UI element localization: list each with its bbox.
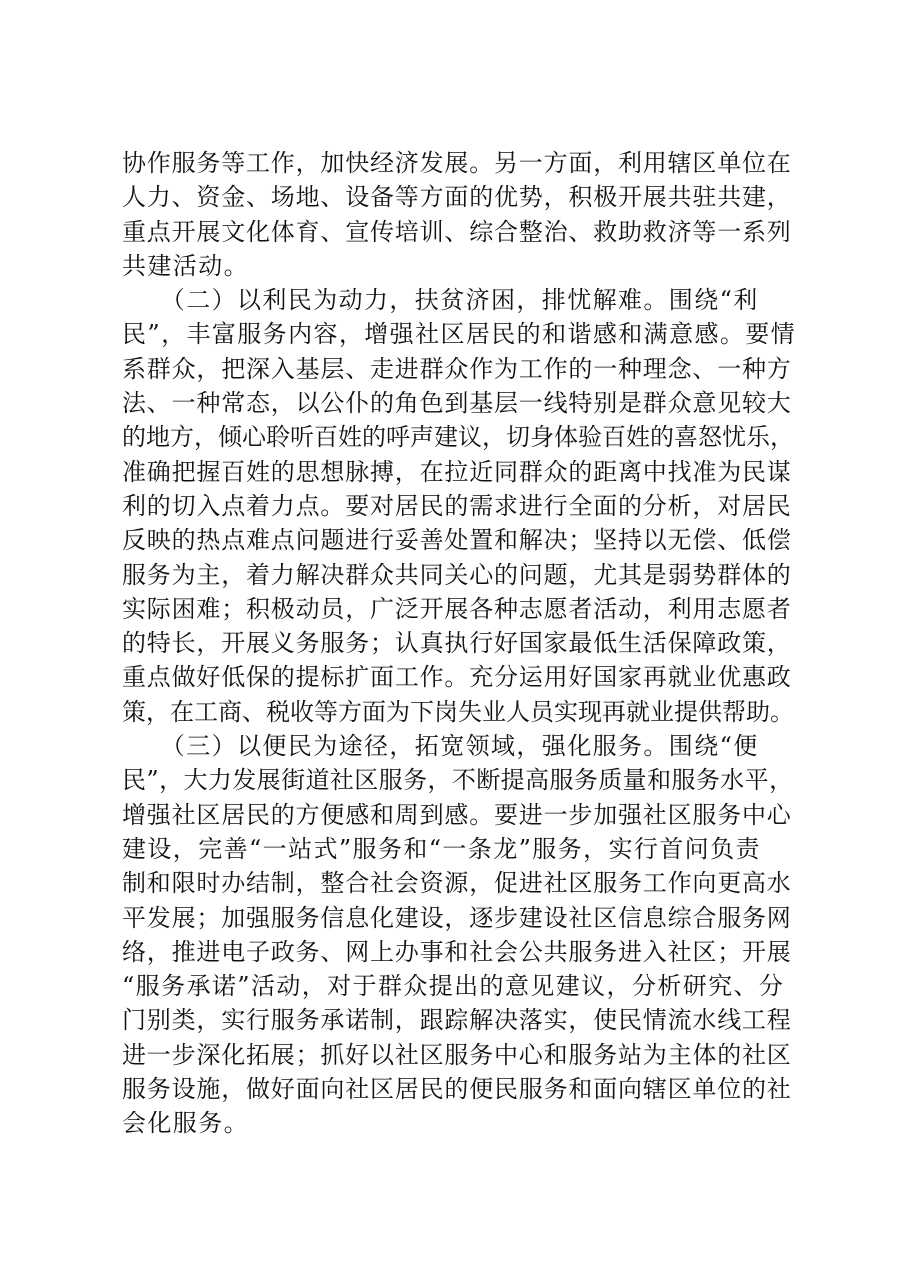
text-line: 民”，丰富服务内容，增强社区居民的和谐感和满意感。要情 <box>122 320 797 349</box>
text-line: 实际困难；积极动员，广泛开展各种志愿者活动，利用志愿者 <box>122 594 792 623</box>
text-line: 策，在工商、税收等方面为下岗失业人员实现再就业提供帮助。 <box>122 697 794 726</box>
text-line: 准确把握百姓的思想脉搏，在拉近同群众的距离中找准为民谋 <box>122 457 792 486</box>
text-line: 系群众，把深入基层、走进群众作为工作的一种理念、一种方 <box>122 354 792 383</box>
text-line: 重点开展文化体育、宣传培训、综合整治、救助救济等一系列 <box>122 217 792 246</box>
text-line: 进一步深化拓展；抓好以社区服务中心和服务站为主体的社区 <box>122 1040 792 1069</box>
text-line: 协作服务等工作，加快经济发展。另一方面，利用辖区单位在 <box>122 149 792 177</box>
text-line: 法、一种常态，以公仆的角色到基层一线特别是群众意见较大 <box>122 389 792 418</box>
text-line: 建设，完善“一站式”服务和“一条龙”服务，实行首问负责 <box>122 834 761 863</box>
text-line: 增强社区居民的方便感和周到感。要进一步加强社区服务中心 <box>122 800 792 829</box>
section-heading-line: （二）以利民为动力，扶贫济困，排忧解难。围绕“利 <box>122 286 759 315</box>
text-line: “服务承诺”活动，对于群众提出的意见建议，分析研究、分 <box>122 972 785 1001</box>
body-text <box>122 146 796 1141</box>
text-line: 服务为主，着力解决群众共同关心的问题，尤其是弱势群体的 <box>122 560 792 589</box>
text-line: 共建活动。 <box>122 251 249 280</box>
text-line: 络，推进电子政务、网上办事和社会公共服务进入社区；开展 <box>122 937 792 966</box>
text-line: 利的切入点着力点。要对居民的需求进行全面的分析，对居民 <box>122 491 792 520</box>
text-line: 制和限时办结制，整合社会资源，促进社区服务工作向更高水 <box>122 869 792 898</box>
text-line: 的特长，开展义务服务；认真执行好国家最低生活保障政策， <box>122 629 792 658</box>
text-line: 的地方，倾心聆听百姓的呼声建议，切身体验百姓的喜怒忧乐， <box>122 423 794 452</box>
text-line: 人力、资金、场地、设备等方面的优势，积极开展共驻共建， <box>122 183 792 212</box>
text-line: 反映的热点难点问题进行妥善处置和解决；坚持以无偿、低偿 <box>122 526 792 555</box>
text-line: 会化服务。 <box>122 1109 249 1138</box>
text-line: 服务设施，做好面向社区居民的便民服务和面向辖区单位的社 <box>122 1075 792 1104</box>
text-line: 重点做好低保的提标扩面工作。充分运用好国家再就业优惠政 <box>122 663 792 692</box>
text-line: 平发展；加强服务信息化建设，逐步建设社区信息综合服务网 <box>122 903 792 932</box>
section-heading-line: （三）以便民为途径，拓宽领域，强化服务。围绕“便 <box>122 732 759 761</box>
text-line: 民”，大力发展街道社区服务，不断提高服务质量和服务水平， <box>122 766 794 795</box>
text-line: 门别类，实行服务承诺制，跟踪解决落实，使民情流水线工程 <box>122 1006 792 1035</box>
